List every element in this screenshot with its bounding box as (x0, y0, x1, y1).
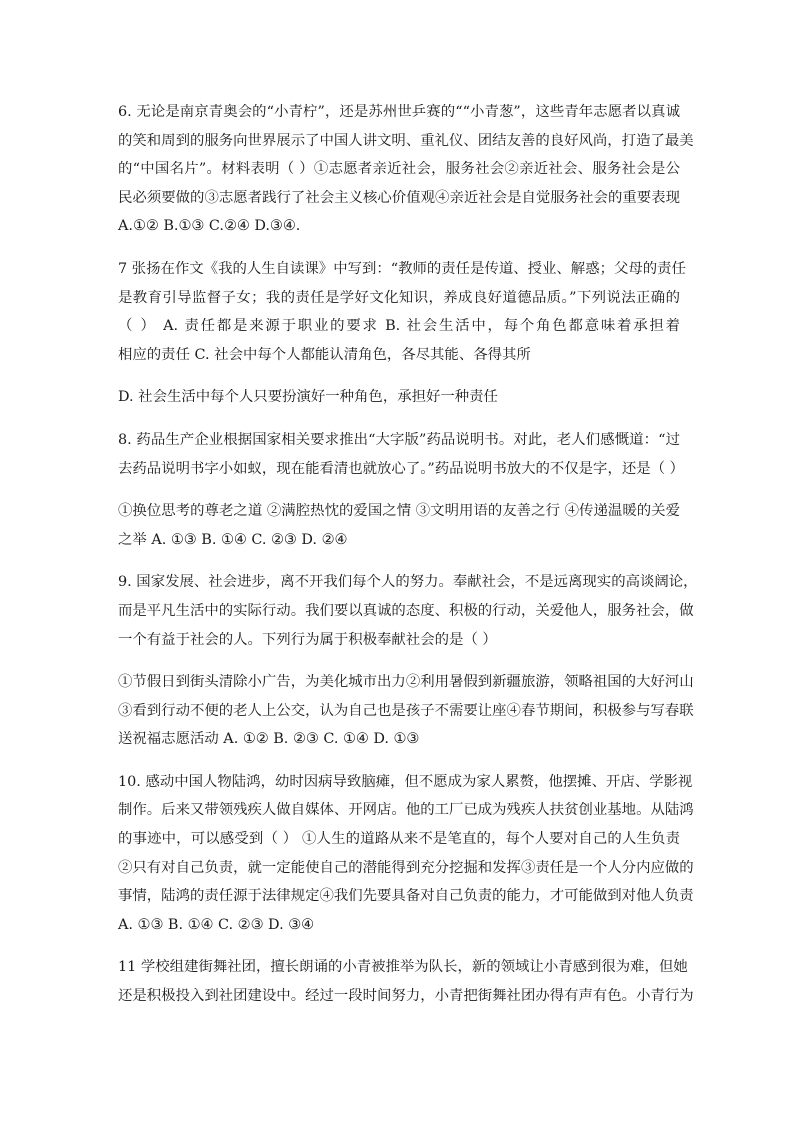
answer-options: A. ①③ B. ①④ C. ②③ D. ③④ (118, 916, 315, 933)
question-6 (118, 98, 694, 241)
text-line: 一个有益于社会的人。下列行为属于积极奉献社会的是（ ） (118, 631, 497, 648)
question-8-options (118, 497, 680, 554)
question-9 (118, 568, 698, 654)
answer-options: A.①② B.①③ C.②④ D.③④. (118, 218, 301, 235)
question-10 (118, 768, 694, 940)
text-line: 6. 无论是南京青奥会的“小青柠”，还是苏州世乒赛的““小青葱”，这些青年志愿者以真诚 (118, 104, 680, 120)
question-11 (118, 953, 694, 1010)
exam-page (118, 98, 698, 1011)
text-line: ②只有对自己负责，就一定能使自己的潜能得到充分挖掘和发挥③责任是一个人分内应做的 (118, 859, 694, 876)
text-line: 的笑和周到的服务向世界展示了中国人讲文明、重礼仪、团结友善的良好风尚，打造了最美 (118, 132, 694, 149)
text-line: （ ） A. 责任都是来源于职业的要求 B. 社会生活中，每个角色都意味着承担着 (118, 318, 680, 335)
text-line: 10. 感动中国人物陆鸿，幼时因病导致脑瘫，但不愿成为家人累赘，他摆摊、开店、学影视 (118, 773, 693, 790)
question-8 (118, 426, 684, 483)
answer-option-d: D. 社会生活中每个人只要扮演好一种角色，承担好一种责任 (118, 389, 498, 406)
text-line: 去药品说明书字小如蚁，现在能看清也就放心了。”药品说明书放大的不仅是字，还是（ ） (118, 460, 684, 477)
text-line: 8. 药品生产企业根据国家相关要求推出“大字版”药品说明书。对此，老人们感慨道：“过 (118, 431, 680, 448)
answer-options: 之举 A. ①③ B. ①④ C. ②③ D. ②④ (118, 531, 348, 548)
text-line: 制作。后来又带领残疾人做自媒体、开网店。他的工厂已成为残疾人扶贫创业基地。从陆鸿 (118, 802, 694, 819)
answer-options: 送祝福志愿活动 A. ①② B. ②③ C. ①④ D. ①③ (118, 731, 420, 748)
text-line: ③看到行动不便的老人上公交，认为自己也是孩子不需要让座④春节期间，积极参与写春联 (118, 702, 694, 719)
text-line: ①节假日到街头清除小广告，为美化城市出力②利用暑假到新疆旅游，领略祖国的大好河山 (118, 674, 694, 691)
question-7-option-d (118, 383, 680, 412)
text-line: 事情，陆鸿的责任源于法律规定④我们先要具备对自己负责的能力，才可能做到对他人负责 (118, 888, 694, 905)
text-line: 7 张扬在作文《我的人生自读课》中写到：“教师的责任是传道、授业、解惑；父母的责任 (118, 260, 686, 277)
text-line: 的事迹中，可以感受到（ ） ①人生的道路从来不是笔直的，每个人要对自己的人生负责 (118, 831, 680, 848)
text-line: 而是平凡生活中的实际行动。我们要以真诚的态度、积极的行动，关爱他人，服务社会，做 (118, 602, 694, 619)
text-line: 11 学校组建街舞社团，擅长朗诵的小青被推举为队长，新的领域让小青感到很为难，但她 (118, 959, 688, 976)
text-line: 还是积极投入到社团建设中。经过一段时间努力，小青把街舞社团办得有声有色。小青行为 (118, 988, 694, 1005)
text-line: ①换位思考的尊老之道 ②满腔热忱的爱国之情 ③文明用语的友善之行 ④传递温暖的关爱 (118, 503, 680, 520)
text-line: 相应的责任 C. 社会中每个人都能认清角色，各尽其能、各得其所 (118, 346, 531, 363)
question-9-options (118, 668, 694, 754)
text-line: 是教育引导监督子女；我的责任是学好文化知识，养成良好道德品质。”下列说法正确的 (118, 289, 680, 306)
question-7 (118, 255, 686, 369)
text-line: 民必须要做的③志愿者践行了社会主义核心价值观④亲近社会是自觉服务社会的重要表现 (118, 189, 680, 206)
text-line: 9. 国家发展、社会进步，离不开我们每个人的努力。奉献社会，不是远离现实的高谈阔论， (118, 574, 698, 591)
text-line: 的“中国名片”。材料表明（ ）①志愿者亲近社会，服务社会②亲近社会、服务社会是公 (118, 161, 680, 178)
